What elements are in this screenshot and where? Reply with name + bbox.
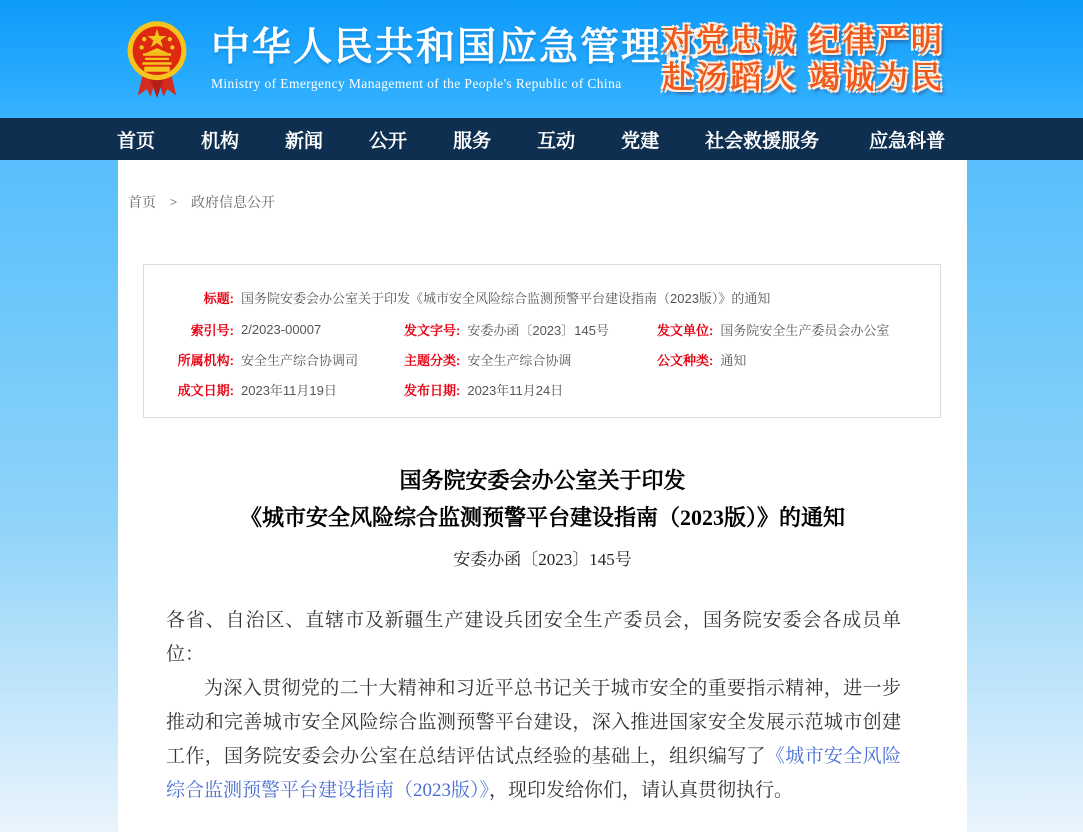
meta-value: 安全生产综合协调司 xyxy=(241,352,359,368)
meta-row-title xyxy=(144,284,940,314)
meta-value: 安全生产综合协调 xyxy=(467,352,572,368)
meta-label: 索引号: xyxy=(190,322,234,338)
main-nav xyxy=(0,118,1083,160)
meta-row-1 xyxy=(144,314,940,344)
meta-label: 发文字号: xyxy=(404,322,461,338)
meta-value: 2023年11月24日 xyxy=(467,382,564,398)
breadcrumb xyxy=(118,160,967,212)
meta-label: 发文单位: xyxy=(657,322,714,338)
document-body xyxy=(166,604,901,808)
nav-item-orgs[interactable]: 机构 xyxy=(201,130,240,152)
nav-item-disclosure[interactable]: 公开 xyxy=(369,130,408,152)
guide-document-link[interactable]: 《城市安全风险综合监测预警平台建设指南（2023版）》 xyxy=(166,746,901,801)
site-subtitle: Ministry of Emergency Management of the People's Republic of China xyxy=(211,76,622,91)
meta-value-title: 国务院安委会办公室关于印发《城市安全风险综合监测预警平台建设指南（2023版）》的通知 xyxy=(241,291,771,306)
meta-row-3 xyxy=(144,374,940,404)
meta-label: 主题分类: xyxy=(404,352,461,368)
meta-label: 发布日期: xyxy=(404,382,461,398)
body-paragraph xyxy=(166,672,901,808)
slogan-line-1: 对党忠诚 纪律严明 xyxy=(662,23,945,58)
document-number: 安委办函〔2023〕145号 xyxy=(453,550,632,569)
meta-cell-written-date xyxy=(144,380,404,399)
paragraph-text-after-link: ，现印发给你们，请认真贯彻执行。 xyxy=(489,780,794,801)
breadcrumb-home[interactable]: 首页 xyxy=(128,194,156,210)
site-header xyxy=(0,0,1083,118)
meta-label-title: 标题: xyxy=(203,291,234,306)
salutation-paragraph: 各省、自治区、直辖市及新疆生产建设兵团安全生产委员会，国务院安委会各成员单位： xyxy=(166,610,901,665)
meta-label: 所属机构: xyxy=(177,352,234,368)
paragraph-text-before-link: 为深入贯彻党的二十大精神和习近平总书记关于城市安全的重要指示精神，进一步推动和完善城市安全风险综合监测预警平台建设，深入推进国家安全发展示范城市创建工作，国务院安委会办公室在总结评估试点经验的基础上，组织编写了 xyxy=(166,678,901,767)
document-metadata-box xyxy=(143,264,941,418)
meta-cell-doc-type xyxy=(657,350,940,369)
site-title: 中华人民共和国应急管理部 xyxy=(211,26,704,69)
document-article xyxy=(118,462,967,808)
breadcrumb-current[interactable]: 政府信息公开 xyxy=(191,194,276,210)
meta-cell-topic-category xyxy=(404,350,657,369)
nav-item-services[interactable]: 服务 xyxy=(453,130,492,152)
nav-item-interaction[interactable]: 互动 xyxy=(537,130,576,152)
national-emblem-icon xyxy=(125,17,189,101)
document-title-line-1: 国务院安委会办公室关于印发 xyxy=(399,468,686,493)
meta-value: 国务院安全生产委员会办公室 xyxy=(720,322,890,338)
nav-item-social-rescue[interactable]: 社会救援服务 xyxy=(705,130,820,152)
content-panel xyxy=(118,160,967,832)
meta-value: 安委办函〔2023〕145号 xyxy=(467,322,609,338)
meta-value: 2023年11月19日 xyxy=(241,382,337,398)
document-title-line-2: 《城市安全风险综合监测预警平台建设指南（2023版）》的通知 xyxy=(239,505,845,530)
meta-cell-doc-number xyxy=(404,320,657,339)
nav-item-news[interactable]: 新闻 xyxy=(285,130,324,152)
meta-label: 成文日期: xyxy=(177,382,234,398)
meta-value: 通知 xyxy=(720,352,747,368)
site-title-block xyxy=(211,26,703,92)
site-logo-link[interactable] xyxy=(125,17,703,101)
nav-item-science[interactable]: 应急科普 xyxy=(869,130,946,152)
document-title xyxy=(118,462,967,536)
meta-cell-department xyxy=(144,350,404,369)
meta-cell-publish-date xyxy=(404,380,657,399)
meta-label: 公文种类: xyxy=(657,352,714,368)
meta-cell-issuing-unit xyxy=(657,320,940,339)
breadcrumb-separator-icon: > xyxy=(170,195,178,209)
meta-cell-index-number xyxy=(144,320,404,339)
header-slogans xyxy=(662,22,945,96)
meta-row-2 xyxy=(144,344,940,374)
meta-value: 2/2023-00007 xyxy=(241,321,322,337)
nav-item-home[interactable]: 首页 xyxy=(117,130,156,152)
slogan-line-2: 赴汤蹈火 竭诚为民 xyxy=(662,60,945,95)
nav-item-party[interactable]: 党建 xyxy=(621,130,660,152)
